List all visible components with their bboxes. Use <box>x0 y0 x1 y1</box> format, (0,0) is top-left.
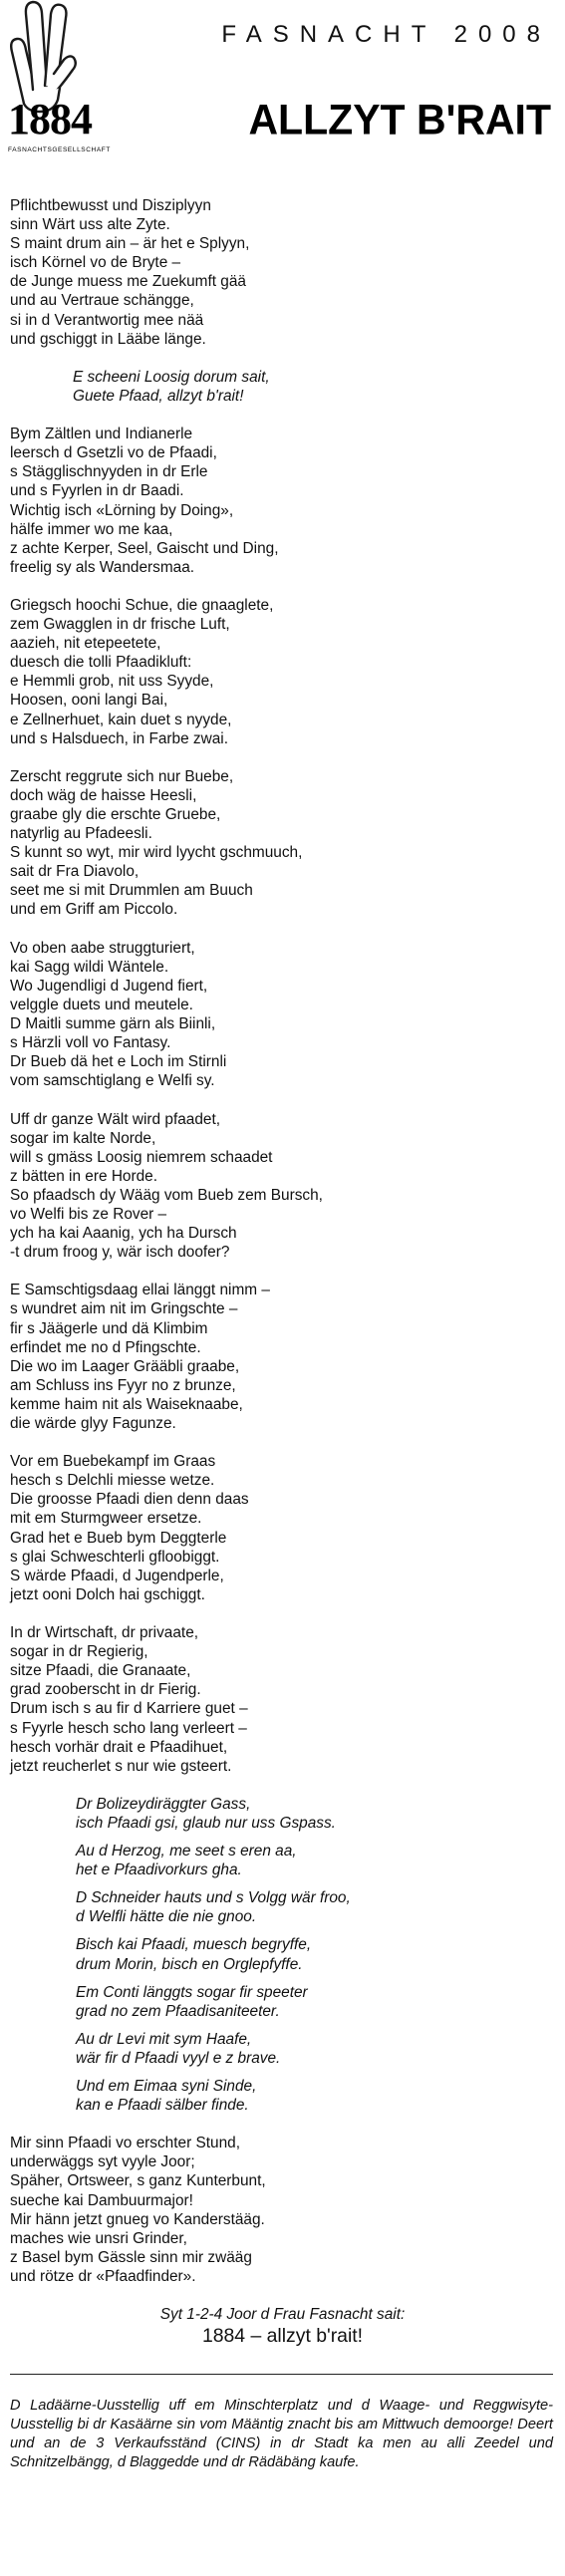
poem-line: natyrlig au Pfadeesli. <box>10 825 152 843</box>
poem-line: sinn Wärt uss alte Zyte. <box>10 216 170 234</box>
verse-couplet <box>76 1935 555 1973</box>
stanza-5 <box>10 939 555 1091</box>
poem-line: sueche kai Dambuurmajor! <box>10 2191 193 2209</box>
poem-line: jetzt ooni Dolch hai gschiggt. <box>10 1585 205 1603</box>
poem-line: S maint drum ain – är het e Splyyn, <box>10 235 250 253</box>
poem-line: maches wie unsri Grinder, <box>10 2229 187 2247</box>
poem-line: s Fyyrle hesch scho lang verleert – <box>10 1719 247 1737</box>
stanza-6 <box>10 1110 555 1263</box>
event-title: FASNACHT 2008 <box>221 21 551 48</box>
poem-line: jetzt reucherlet s nur wie gsteert. <box>10 1757 232 1775</box>
poem-line: Vo oben aabe struggturiert, <box>10 939 195 957</box>
poem-line: z bätten in ere Horde. <box>10 1167 158 1185</box>
poem-line: z achte Kerper, Seel, Gaischt und Ding, <box>10 539 279 557</box>
poem-line: e Zellnerhuet, kain duet s nyyde, <box>10 711 232 728</box>
poem-line: Vor em Buebekampf im Graas <box>10 1453 216 1471</box>
stanza-4 <box>10 767 555 920</box>
verse-couplet <box>76 1795 555 1833</box>
poem-line: und s Halsduech, in Farbe zwai. <box>10 729 229 747</box>
poem-line: seet me si mit Drummlen am Buuch <box>10 882 253 900</box>
poem-line: S kunnt so wyt, mir wird lyycht gschmuuch, <box>10 844 303 862</box>
closing-refrain: 1884 – allzyt b'rait! <box>201 2325 364 2348</box>
exhibition-note: D Ladäärne-Uusstellig uff em Minschterplatz und d Waage- und Reggwisyte-Uusstellig bi dr Kasäärne sin vom Määntig znacht bis am Mittwuch demoorge! Deert und an de 3 Verkaufsständ (CINS) in dr Stadt ka men au alli Zeedel und Schnitzelbängg, d Blaggedde und dr Rädäbäng kaufe. <box>10 2398 553 2471</box>
closing <box>10 2305 555 2348</box>
poem-line: wär fir d Pfaadi vyyl e z brave. <box>76 2049 281 2067</box>
verse-couplet <box>76 2077 555 2115</box>
poem-line: doch wäg de haisse Heesli, <box>10 786 197 804</box>
poem-line: E Samschtigsdaag ellai länggt nimm – <box>10 1282 270 1299</box>
poem-line: und s Fyyrlen in dr Baadi. <box>10 482 184 500</box>
poem-line: d Welfli hätte die nie gnoo. <box>76 1908 257 1926</box>
poem-line: und rötze dr «Pfaadfinder». <box>10 2267 196 2285</box>
poem-line: graabe gly die erschte Gruebe, <box>10 806 221 823</box>
stanza-9 <box>10 1623 555 1776</box>
page-header <box>0 0 565 153</box>
poem-line: D Schneider hauts und s Volgg wär froo, <box>76 1889 351 1907</box>
poem-line: sitze Pfaadi, die Granaate, <box>10 1662 191 1680</box>
poem-line: underwäggs syt vyyle Joor; <box>10 2153 195 2171</box>
poem-line: Pflichtbewusst und Disziplyyn <box>10 197 211 214</box>
poem-line: leersch d Gsetzli vo de Pfaadi, <box>10 444 217 462</box>
poem-line: Uff dr ganze Wält wird pfaadet, <box>10 1110 221 1128</box>
poem-line: grad no zem Pfaadisaniteeter. <box>76 2002 280 2020</box>
poem-line: Die wo im Laager Grääbli graabe, <box>10 1357 240 1375</box>
poem-line: Und em Eimaa syni Sinde, <box>76 2078 257 2095</box>
poem-line: si in d Verantwortig mee nää <box>10 311 204 329</box>
verses-block <box>76 1795 555 2115</box>
poem-line: Drum isch s au fir d Karriere guet – <box>10 1700 248 1718</box>
poem-line: s wundret aim nit im Gringschte – <box>10 1300 238 1318</box>
page-title: ALLZYT B'RAIT <box>248 95 551 144</box>
poem-line: isch Pfaadi gsi, glaub nur uss Gspass. <box>76 1814 336 1832</box>
refrain-line: Guete Pfaad, allzyt b'rait! <box>73 387 244 405</box>
logo-year: 1884 <box>8 95 92 143</box>
stanza-10 <box>10 2134 555 2286</box>
poem-line: z Basel bym Gässle sinn mir zwääg <box>10 2248 252 2266</box>
poem-line: Die groosse Pfaadi dien denn daas <box>10 1491 249 1509</box>
poem-line: die wärde glyy Fagunze. <box>10 1415 176 1432</box>
poem-line: Em Conti länggts sogar fir speeter <box>76 1983 308 2001</box>
poem-line: Dr Bueb dä het e Loch im Stirnli <box>10 1053 227 1071</box>
poem-line: s Härzli voll vo Fantasy. <box>10 1034 171 1052</box>
poem-line: mit em Sturmgweer ersetze. <box>10 1510 202 1528</box>
poem-line: Wo Jugendligi d Jugend fiert, <box>10 977 208 995</box>
poem-line: S wärde Pfaadi, d Jugendperle, <box>10 1567 224 1584</box>
poem-line: erfindet me no d Pfingschte. <box>10 1338 201 1356</box>
poem-line: het e Pfaadivorkurs gha. <box>76 1861 242 1879</box>
poem-line: Mir hänn jetzt gnueg vo Kanderstääg. <box>10 2210 265 2228</box>
poem-line: hesch vorhär drait e Pfaadihuet, <box>10 1738 228 1756</box>
poem-line: Dr Bolizeydiräggter Gass, <box>76 1795 251 1813</box>
refrain-line: E scheeni Loosig dorum sait, <box>73 368 270 386</box>
poem-line: Griegsch hoochi Schue, die gnaaglete, <box>10 596 274 614</box>
poem-line: fir s Jäägerle und dä Klimbim <box>10 1319 208 1337</box>
poem-line: vo Welfi bis ze Rover – <box>10 1205 167 1223</box>
verse-couplet <box>76 2030 555 2068</box>
refrain <box>73 368 555 406</box>
poem-line: und au Vertraue schängge, <box>10 292 194 310</box>
poem-line: kemme haim nit als Waiseknaabe, <box>10 1395 243 1413</box>
verse-couplet <box>76 1983 555 2021</box>
poem-line: zem Gwagglen in dr frische Luft, <box>10 616 230 634</box>
poem-line: isch Körnel vo de Bryte – <box>10 254 181 272</box>
poem-line: drum Morin, bisch en Orglepfyffe. <box>76 1955 303 1973</box>
poem-line: Bym Zältlen und Indianerle <box>10 426 193 443</box>
poem-line: kai Sagg wildi Wäntele. <box>10 958 169 976</box>
poem-line: -t drum froog y, wär isch doofer? <box>10 1244 230 1262</box>
poem-line: ych ha kai Aaanig, ych ha Dursch <box>10 1225 237 1243</box>
poem-line: sait dr Fra Diavolo, <box>10 863 140 881</box>
poem-line: Hoosen, ooni langi Bai, <box>10 692 168 710</box>
poem-line: velggle duets und meutele. <box>10 996 193 1013</box>
poem-line: hälfe immer wo me kaa, <box>10 520 173 538</box>
poem-line: und gschiggt in Lääbe länge. <box>10 330 206 348</box>
divider <box>10 2374 553 2375</box>
closing-lead: Syt 1-2-4 Joor d Frau Fasnacht sait: <box>159 2306 406 2324</box>
poem-line: will s gmäss Loosig niemrem schaadet <box>10 1148 273 1166</box>
poem-line: Zerscht reggrute sich nur Buebe, <box>10 767 234 785</box>
verse-couplet <box>76 1888 555 1926</box>
poem <box>10 196 555 2472</box>
poem-line: hesch s Delchli miesse wetze. <box>10 1472 215 1490</box>
poem-line: aazieh, nit etepeetete, <box>10 635 161 653</box>
poem-line: D Maitli summe gärn als Biinli, <box>10 1015 216 1033</box>
poem-line: Späher, Ortsweer, s ganz Kunterbunt, <box>10 2172 266 2190</box>
poem-line: Au dr Levi mit sym Haafe, <box>76 2030 252 2048</box>
stanza-7 <box>10 1281 555 1433</box>
stanza-1 <box>10 196 555 349</box>
poem-line: grad zooberscht in dr Fierig. <box>10 1681 201 1699</box>
poem-line: s glai Schweschterli gfloobiggt. <box>10 1548 220 1566</box>
poem-line: vom samschtiglang e Welfi sy. <box>10 1072 215 1090</box>
poem-line: sogar in dr Regierig, <box>10 1643 148 1661</box>
poem-line: So pfaadsch dy Wääg vom Bueb zem Bursch, <box>10 1186 323 1204</box>
logo-subtitle: FASNACHTSGESELLSCHAFT <box>8 146 111 153</box>
poem-line: am Schluss ins Fyyr no z brunze, <box>10 1376 236 1394</box>
poem-line: und em Griff am Piccolo. <box>10 901 178 919</box>
stanza-2 <box>10 425 555 577</box>
poem-line: In dr Wirtschaft, dr privaate, <box>10 1624 199 1642</box>
poem-line: freelig sy als Wandersmaa. <box>10 558 195 576</box>
poem-line: Wichtig isch «Lörning by Doing», <box>10 501 234 519</box>
poem-line: duesch die tolli Pfaadikluft: <box>10 654 192 672</box>
verse-couplet <box>76 1842 555 1879</box>
stanza-3 <box>10 596 555 748</box>
poem-line: Bisch kai Pfaadi, muesch begryffe, <box>76 1936 312 1954</box>
poem-line: s Stägglischnyyden in dr Erle <box>10 463 208 481</box>
poem-line: e Hemmli grob, nit uss Syyde, <box>10 673 214 691</box>
stanza-8 <box>10 1452 555 1604</box>
poem-line: kan e Pfaadi sälber finde. <box>76 2097 249 2115</box>
poem-line: de Junge muess me Zuekumft gää <box>10 273 246 291</box>
poem-line: sogar im kalte Norde, <box>10 1129 156 1147</box>
poem-line: Au d Herzog, me seet s eren aa, <box>76 1843 297 1860</box>
poem-line: Grad het e Bueb bym Deggterle <box>10 1529 227 1547</box>
poem-line: Mir sinn Pfaadi vo erschter Stund, <box>10 2135 240 2152</box>
